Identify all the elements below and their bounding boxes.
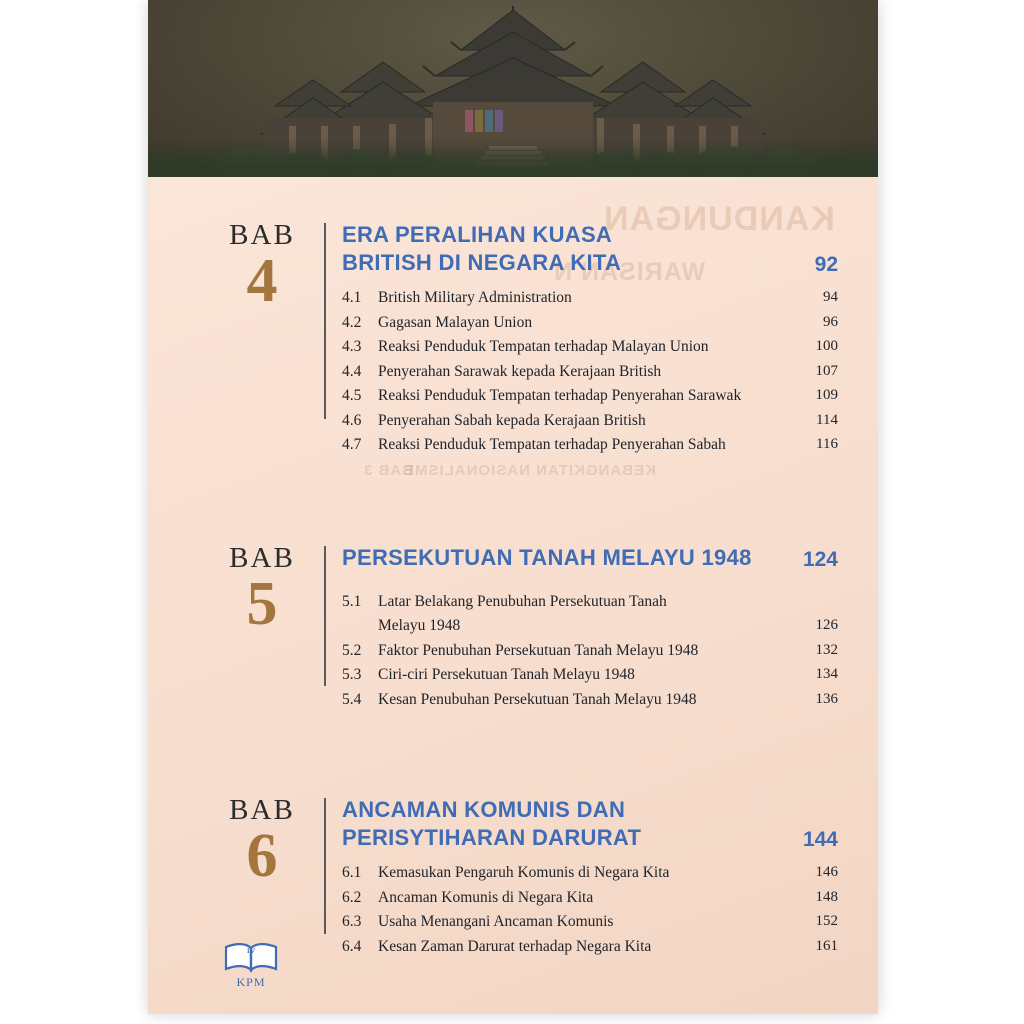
toc-item-page: 161 <box>815 937 838 954</box>
toc-item-number: 4.7 <box>342 436 362 454</box>
toc-item-number: 4.4 <box>342 362 362 380</box>
toc-item-page: 148 <box>815 888 838 905</box>
chapter-6-bab-number: 6 <box>246 822 278 891</box>
chapter-6-entries <box>342 861 838 959</box>
ghost-text-warisan: WARISAN N <box>553 258 706 286</box>
toc-item-label: Penyerahan Sarawak kepada Kerajaan British <box>378 362 662 380</box>
chapter-6-bab-word: BAB <box>229 794 295 827</box>
open-book-icon <box>222 940 280 974</box>
chapter-entry-6[interactable] <box>148 752 878 959</box>
chapter-6-number-block <box>206 752 318 891</box>
toc-item-label: Ciri-ciri Persekutuan Tanah Melayu 1948 <box>378 666 635 684</box>
chapter-6-title-line1: ANCAMAN KOMUNIS DAN <box>342 797 626 823</box>
publisher-label: KPM <box>236 975 266 989</box>
toc-item-page: 100 <box>815 338 838 355</box>
book-page <box>148 0 878 1014</box>
toc-item-page: 94 <box>823 289 838 306</box>
toc-item-label: British Military Administration <box>378 289 572 307</box>
chapter-4-title-line2: BRITISH DI NEGARA KITA <box>342 250 622 276</box>
chapter-5-page-number: 124 <box>802 547 838 571</box>
toc-item[interactable] <box>342 433 838 457</box>
toc-item-number: 4.3 <box>342 338 362 356</box>
toc-item-page: 146 <box>815 864 838 881</box>
toc-item-number: 5.4 <box>342 690 362 708</box>
chapter-entry-4[interactable] <box>148 177 878 458</box>
toc-item-page: 134 <box>815 666 838 683</box>
toc-item-label: Kemasukan Pengaruh Komunis di Negara Kita <box>378 864 670 882</box>
footer-logo <box>206 940 296 990</box>
toc-item-label: Faktor Penubuhan Persekutuan Tanah Melayu 1948 <box>378 641 699 659</box>
ghost-text-kebangkitan: KEBANGKITAN NASIONALISME <box>403 462 656 479</box>
chapter-5-bab-number: 5 <box>246 569 278 638</box>
toc-item-number: 6.1 <box>342 864 362 882</box>
toc-item-label: Penyerahan Sabah kepada Kerajaan British <box>378 411 646 429</box>
toc-item-label: Kesan Zaman Darurat terhadap Negara Kita <box>378 937 652 955</box>
table-of-contents <box>148 177 878 959</box>
toc-item[interactable] <box>342 861 838 885</box>
toc-item-number: 4.1 <box>342 289 362 307</box>
toc-item-label: Reaksi Penduduk Tempatan terhadap Malayan Union <box>378 338 709 356</box>
toc-item[interactable] <box>342 590 838 614</box>
toc-item-label: Kesan Penubuhan Persekutuan Tanah Melayu 1948 <box>378 690 697 708</box>
folio-number: iv <box>246 944 256 956</box>
chapter-5-title <box>342 544 752 572</box>
toc-item-number: 4.2 <box>342 313 362 331</box>
chapter-4-page-number: 92 <box>814 253 838 277</box>
toc-item[interactable] <box>342 886 838 910</box>
toc-item-page: 136 <box>815 690 838 707</box>
toc-item-label: Usaha Menangani Ancaman Komunis <box>378 913 614 931</box>
toc-item-page: 114 <box>816 411 838 428</box>
toc-item-label: Melayu 1948 <box>378 617 461 635</box>
toc-item[interactable] <box>342 409 838 433</box>
toc-item-page: 107 <box>815 362 838 379</box>
chapter-6-title-line2: PERISYTIHARAN DARURAT <box>342 825 642 851</box>
toc-item[interactable] <box>342 311 838 335</box>
toc-item-number: 6.4 <box>342 937 362 955</box>
toc-item-number: 4.5 <box>342 387 362 405</box>
photo-foliage-overlay <box>148 149 878 177</box>
toc-item-number: 5.1 <box>342 592 362 610</box>
chapter-5-number-block <box>206 500 318 638</box>
chapter-4-divider <box>324 223 326 419</box>
header-photo-banner <box>148 0 878 177</box>
toc-item-page: 152 <box>815 913 838 930</box>
toc-item-number: 5.3 <box>342 666 362 684</box>
chapter-6-title <box>342 796 641 852</box>
chapter-5-entries <box>342 590 838 712</box>
toc-item-number: 6.2 <box>342 888 362 906</box>
toc-item-page: 116 <box>816 436 838 453</box>
toc-item-label: Reaksi Penduduk Tempatan terhadap Penyerahan Sabah <box>378 436 726 454</box>
ghost-text-kandungan: KANDUNGAN <box>603 200 835 238</box>
chapter-4-bab-word: BAB <box>229 219 295 251</box>
chapter-5-title-line1: PERSEKUTUAN TANAH MELAYU 1948 <box>342 544 752 570</box>
chapter-5-bab-word: BAB <box>229 541 295 574</box>
toc-item[interactable] <box>342 360 838 384</box>
toc-item-page: 132 <box>815 641 838 658</box>
toc-item-page: 109 <box>815 387 838 404</box>
toc-item[interactable] <box>342 639 838 663</box>
chapter-4-title-line1: ERA PERALIHAN KUASA <box>342 222 613 247</box>
toc-item-label: Latar Belakang Penubuhan Persekutuan Tanah <box>378 592 667 610</box>
chapter-5-divider <box>324 546 326 686</box>
toc-item[interactable] <box>342 614 838 638</box>
chapter-6-page-number: 144 <box>802 828 838 852</box>
chapter-6-divider <box>324 798 326 934</box>
toc-item[interactable] <box>342 910 838 934</box>
chapter-4-bab-number: 4 <box>246 247 278 315</box>
chapter-4-entries <box>342 286 838 457</box>
toc-item[interactable] <box>342 384 838 408</box>
toc-item-label: Reaksi Penduduk Tempatan terhadap Penyerahan Sarawak <box>378 387 742 405</box>
toc-item-page: 126 <box>815 617 838 634</box>
toc-item-label: Ancaman Komunis di Negara Kita <box>378 888 594 906</box>
toc-item-number: 5.2 <box>342 641 362 659</box>
chapter-entry-5[interactable] <box>148 500 878 713</box>
toc-item[interactable] <box>342 935 838 959</box>
toc-item-label: Gagasan Malayan Union <box>378 313 533 331</box>
toc-item[interactable] <box>342 286 838 310</box>
chapter-4-number-block <box>206 177 318 315</box>
toc-item-page: 96 <box>823 313 838 330</box>
toc-item[interactable] <box>342 335 838 359</box>
ghost-text-bab3: BAB 3 <box>363 462 414 479</box>
toc-item-number: 6.3 <box>342 913 362 931</box>
toc-item[interactable] <box>342 688 838 712</box>
toc-item[interactable] <box>342 663 838 687</box>
toc-item-number: 4.6 <box>342 411 362 429</box>
chapter-4-title <box>342 221 621 277</box>
